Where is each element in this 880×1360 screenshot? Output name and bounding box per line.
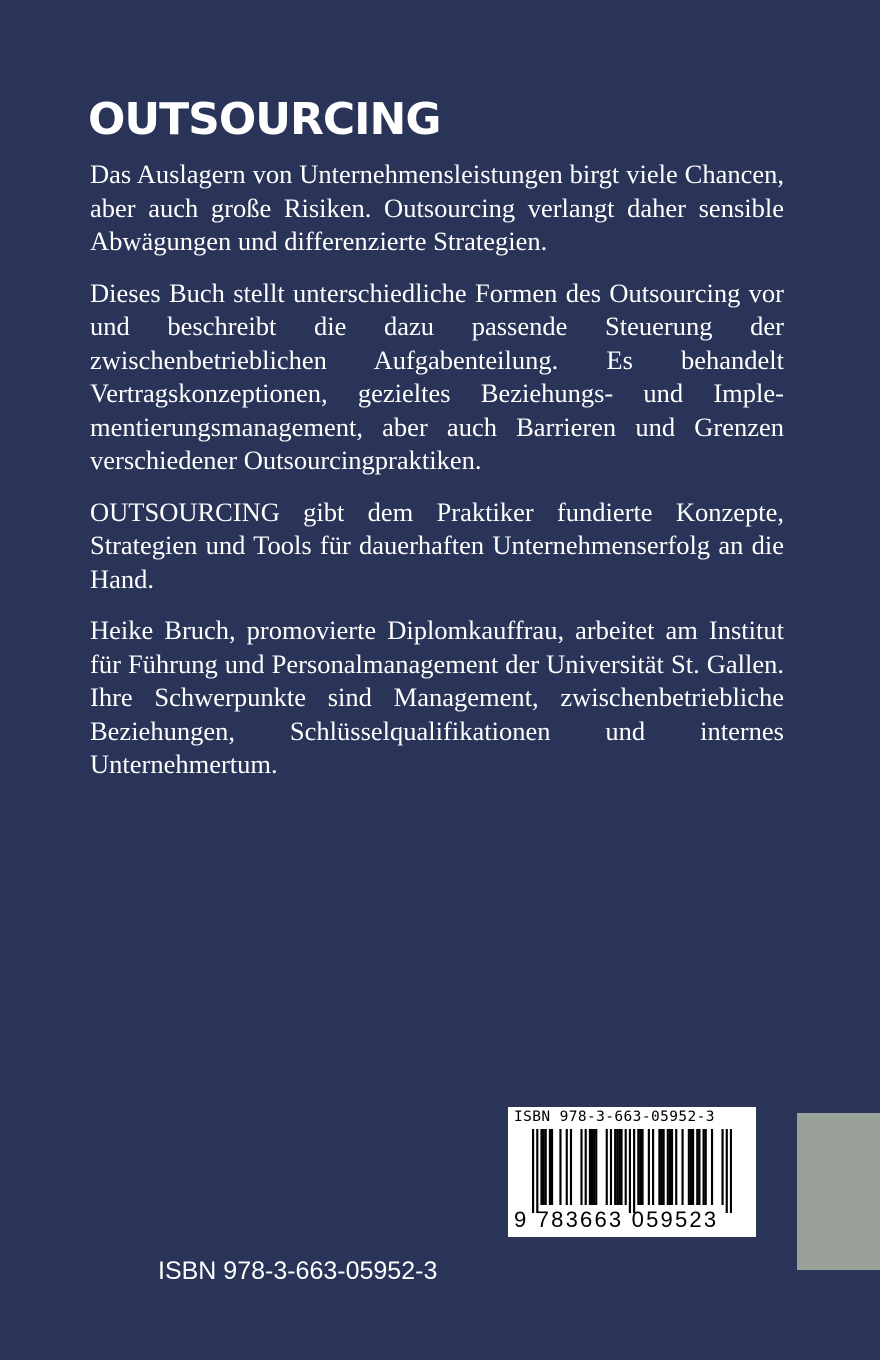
barcode-bar [681,1129,683,1205]
barcode-bar [616,1129,618,1205]
barcode-digits: 9 783663 059523 [514,1207,719,1232]
barcode-bar [591,1129,593,1205]
barcode-bar [589,1129,591,1205]
barcode-bar [637,1129,639,1205]
barcode-bar [658,1129,660,1205]
barcode-bar [545,1129,547,1205]
barcode-bar [633,1129,635,1213]
barcode-bar [559,1129,561,1205]
barcode-bar [711,1129,713,1205]
barcode-bar [606,1129,608,1205]
isbn-footer-text: ISBN 978-3-663-05952-3 [158,1257,438,1285]
barcode-bar [690,1129,692,1205]
barcode-bar [580,1129,582,1205]
blurb-paragraph-2: Dieses Buch stellt unterschiedliche Formen des Outsourcing vor und beschreibt die dazu passende Steuerung der zwischenbetrieblichen Aufgabenteilung. Es behandelt Vertragskonzeptionen, gezieltes Beziehungs- und Implementierungsmanagement, aber auch Barrieren und Grenzen verschiedener Outsourcingpraktiken. [90,277,784,475]
barcode-bar [593,1129,595,1205]
barcode-bar [696,1129,698,1205]
barcode-bar [648,1129,650,1205]
barcode-bar [549,1129,551,1205]
author-bio-paragraph: Heike Bruch, promovierte Diplomkauffrau, arbeitet am Institut für Führung und Personalmanagement der Universität St. Gallen. Ihre Schwerpunkte sind Management, zwischenbetriebliche Beziehungen, Schlüsselqualifikationen und internes Unternehmertum. [90,615,784,779]
blurb-text [90,158,784,800]
barcode-bar [660,1129,662,1205]
barcode-bar [671,1129,673,1205]
barcode-bar [625,1129,627,1205]
blurb-paragraph-3: OUTSOURCING gibt dem Praktiker fundierte Konzepte, Strategien und Tools für dauerhaften Unternehmenserfolg an die Hand. [90,496,784,594]
barcode-bar [570,1129,572,1205]
barcode-bar [614,1129,616,1205]
barcode-bars [532,1129,732,1213]
barcode-bar [705,1129,707,1205]
barcode-bar [585,1129,587,1205]
barcode-bar [566,1129,568,1205]
barcode-bar [532,1129,534,1213]
barcode-bar [639,1129,641,1205]
barcode-bar [703,1129,705,1205]
barcode-bar [641,1129,643,1205]
barcode-bar [610,1129,612,1205]
barcode-bar [618,1129,620,1205]
barcode-bar [551,1129,553,1205]
barcode-bar [669,1129,671,1205]
barcode-bar [595,1129,597,1205]
barcode-bar [698,1129,700,1205]
barcode-isbn-label: ISBN 978-3-663-05952-3 [514,1109,715,1125]
barcode-bar [663,1129,665,1205]
barcode-bar [667,1129,669,1205]
barcode-bar [543,1129,545,1205]
barcode-bar [726,1129,728,1213]
barcode-bar [688,1129,690,1205]
book-title: OUTSOURCING [88,94,441,145]
barcode-bar [721,1129,723,1205]
barcode-bar [675,1129,677,1205]
isbn-barcode [508,1107,756,1237]
blurb-paragraph-1: Das Auslagern von Unternehmensleistungen birgt viele Chancen, aber auch große Risiken. Outsourcing verlangt daher sensible Abwägungen und differenzierte Strategien. [90,159,784,256]
barcode-bar [692,1129,694,1205]
barcode-bar [536,1129,538,1213]
barcode-bar [652,1129,654,1205]
barcode-bar [629,1129,631,1213]
barcode-bar [540,1129,542,1205]
gray-edge-tab [797,1113,880,1270]
barcode-bar [620,1129,622,1205]
barcode-bar [730,1129,732,1213]
